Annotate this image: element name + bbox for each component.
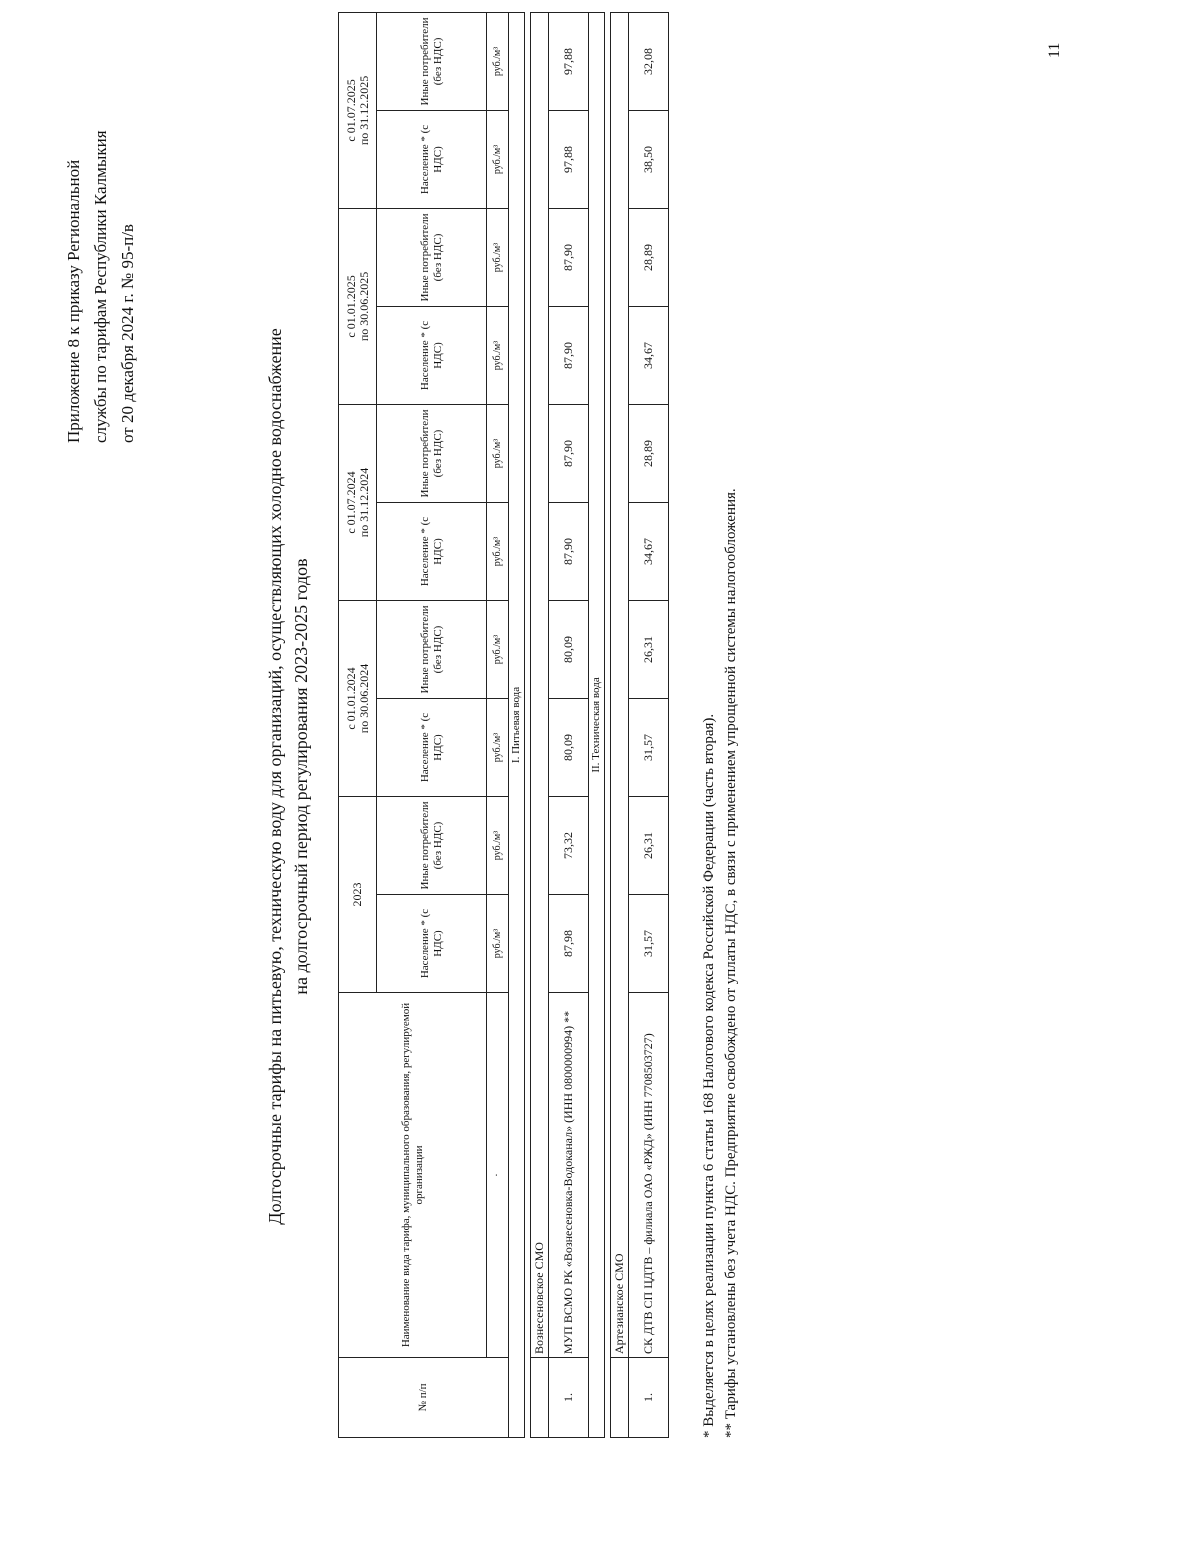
sub-population-h2-2024: Население * (с НДС) — [377, 502, 487, 600]
unit-cell: руб./м³ — [487, 797, 509, 895]
title-line-1: Долгосрочные тарифы на питьевую, техническую воду для организаций, осуществляющих холодное водоснабжение — [265, 328, 285, 1225]
unit-cell: руб./м³ — [487, 600, 509, 698]
sub-others-h1-2025: Иные потребители (без НДС) — [377, 208, 487, 306]
period-h1-2025-line1: с 01.01.2025 — [343, 275, 358, 338]
value-cell: 38,50 — [629, 110, 669, 208]
section-title-row — [509, 12, 525, 1437]
page-number: 11 — [1046, 42, 1063, 58]
period-h1-2025 — [339, 208, 377, 404]
value-cell: 97,88 — [549, 12, 589, 110]
period-h2-2025-line1: с 01.07.2025 — [343, 79, 358, 142]
value-cell: 97,88 — [549, 110, 589, 208]
value-cell: 87,90 — [549, 404, 589, 502]
title-line-2: на долгосрочный период регулирования 2023-2025 годов — [291, 558, 311, 995]
table-row — [629, 12, 669, 1437]
section-title-row — [589, 12, 605, 1437]
period-h1-2024 — [339, 600, 377, 796]
municipality-name: Артезианское СМО — [611, 12, 629, 1357]
value-cell: 87,90 — [549, 208, 589, 306]
unit-cell: руб./м³ — [487, 699, 509, 797]
appendix-line-2: службы по тарифам Республики Калмыкия — [91, 130, 110, 443]
municipality-name: Вознесеновское СМО — [531, 12, 549, 1357]
organization-name: СК ДТВ СП ЦДТВ – филиала ОАО «РЖД» (ИНН 7708503727) — [629, 993, 669, 1358]
value-cell: 80,09 — [549, 600, 589, 698]
unit-cell: руб./м³ — [487, 502, 509, 600]
row-number: 1. — [549, 1358, 589, 1438]
empty-cell — [611, 1358, 629, 1438]
period-h2-2024 — [339, 404, 377, 600]
col-name-header: Наименование вида тарифа, муниципального образования, регулируемой организации — [339, 993, 487, 1358]
value-cell: 87,98 — [549, 895, 589, 993]
footnote-2: ** Тарифы установлены без учета НДС. Предприятие освобождено от уплаты НДС, в связи с применением упрощенной системы налогообложения. — [723, 488, 739, 1438]
unit-cell: руб./м³ — [487, 12, 509, 110]
value-cell: 28,89 — [629, 404, 669, 502]
empty-cell — [531, 1358, 549, 1438]
unit-cell: руб./м³ — [487, 110, 509, 208]
appendix-reference — [60, 23, 141, 443]
sub-others-h1-2024: Иные потребители (без НДС) — [377, 600, 487, 698]
period-h1-2025-line2: по 30.06.2025 — [356, 271, 371, 342]
appendix-line-1: Приложение 8 к приказу Региональной — [64, 159, 83, 443]
value-cell: 87,90 — [549, 502, 589, 600]
footnote-1: * Выделяется в целях реализации пункта 6 статьи 168 Налогового кодекса Российской Федерации (часть вторая). — [701, 713, 717, 1438]
value-cell: 34,67 — [629, 306, 669, 404]
period-h1-2024-line2: по 30.06.2024 — [356, 663, 371, 734]
sub-population-2023: Население * (с НДС) — [377, 895, 487, 993]
header-row-periods — [339, 12, 377, 1437]
value-cell: 31,57 — [629, 699, 669, 797]
value-cell: 34,67 — [629, 502, 669, 600]
value-cell: 31,57 — [629, 895, 669, 993]
table-row — [549, 12, 589, 1437]
section-title: II. Техническая вода — [589, 12, 605, 1437]
value-cell: 26,31 — [629, 600, 669, 698]
sub-others-h2-2024: Иные потребители (без НДС) — [377, 404, 487, 502]
value-cell: 28,89 — [629, 208, 669, 306]
appendix-line-3: от 20 декабря 2024 г. № 95-п/в — [118, 224, 137, 443]
municipality-row — [531, 12, 549, 1437]
unit-cell: руб./м³ — [487, 895, 509, 993]
sub-population-h2-2025: Население * (с НДС) — [377, 110, 487, 208]
tariff-table — [338, 12, 669, 1438]
value-cell: 26,31 — [629, 797, 669, 895]
row-number: 1. — [629, 1358, 669, 1438]
name-dot: · — [487, 993, 509, 1358]
period-2023-line1: 2023 — [350, 882, 364, 907]
value-cell: 80,09 — [549, 699, 589, 797]
sub-others-2023: Иные потребители (без НДС) — [377, 797, 487, 895]
period-h2-2024-line2: по 31.12.2024 — [356, 467, 371, 538]
document-title — [262, 0, 314, 1553]
period-2023 — [339, 797, 377, 993]
sub-population-h1-2024: Население * (с НДС) — [377, 699, 487, 797]
municipality-row — [611, 12, 629, 1437]
header-row-units — [487, 12, 509, 1437]
period-h2-2024-line1: с 01.07.2024 — [343, 471, 358, 534]
unit-cell: руб./м³ — [487, 404, 509, 502]
period-h2-2025 — [339, 12, 377, 208]
organization-name: МУП ВСМО РК «Вознесеновка-Водоканал» (ИНН 0800000994) ** — [549, 993, 589, 1358]
section-title: I. Питьевая вода — [509, 12, 525, 1437]
unit-cell: руб./м³ — [487, 208, 509, 306]
value-cell: 32,08 — [629, 12, 669, 110]
period-h1-2024-line1: с 01.01.2024 — [343, 667, 358, 730]
sub-others-h2-2025: Иные потребители (без НДС) — [377, 12, 487, 110]
unit-cell: руб./м³ — [487, 306, 509, 404]
col-num-header: № п/п — [339, 1358, 509, 1438]
value-cell: 73,32 — [549, 797, 589, 895]
value-cell: 87,90 — [549, 306, 589, 404]
sub-population-h1-2025: Население * (с НДС) — [377, 306, 487, 404]
period-h2-2025-line2: по 31.12.2025 — [356, 75, 371, 146]
